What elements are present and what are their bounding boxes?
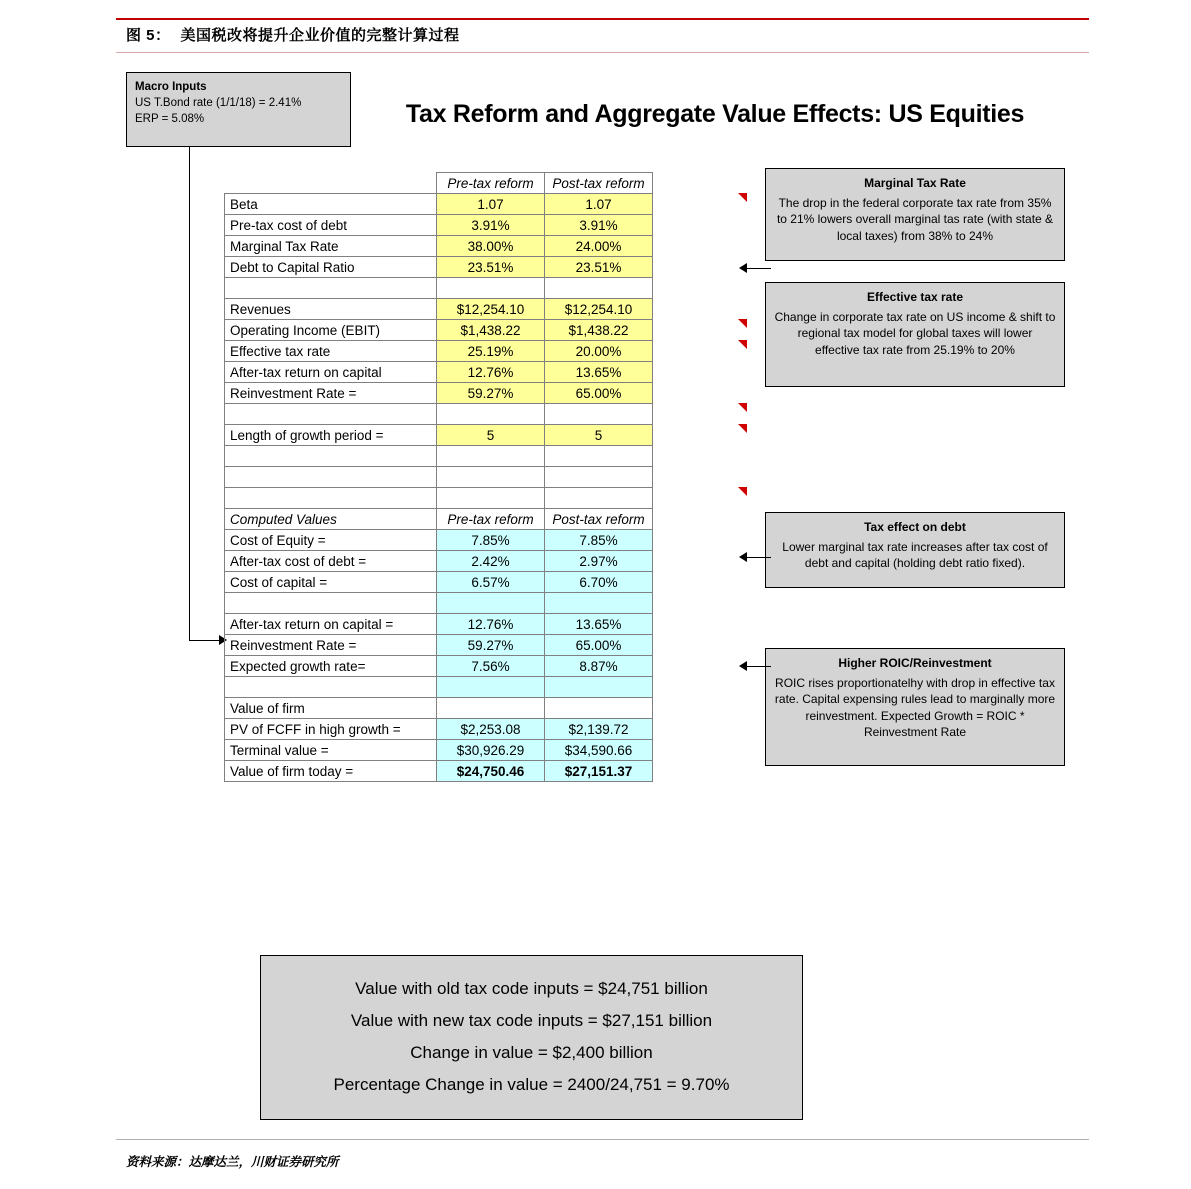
callout-body: The drop in the federal corporate tax rate from 35% to 21% lowers overall marginal tas rate (with state & local taxes) from 38% to 24% [776, 195, 1054, 243]
row-pre-value: 1.07 [437, 194, 545, 215]
row-label: Expected growth rate= [225, 656, 437, 677]
row-post-value: 24.00% [545, 236, 653, 257]
table-row [225, 194, 653, 215]
table-row [225, 425, 653, 446]
row-pre-value: $2,253.08 [437, 719, 545, 740]
comment-flag-icon [738, 487, 747, 496]
row-pre-value: 5 [437, 425, 545, 446]
summary-line-percent-change: Percentage Change in value = 2400/24,751 = 9.70% [333, 1075, 730, 1094]
table-row [225, 257, 653, 278]
table-row [225, 383, 653, 404]
callout-higher-roic-reinvestment [765, 648, 1065, 766]
valuation-table [224, 172, 653, 782]
summary-line-change: Change in value = $2,400 billion [410, 1043, 653, 1062]
row-pre-value: 25.19% [437, 341, 545, 362]
table-row [225, 656, 653, 677]
callout-title: Tax effect on debt [864, 520, 966, 534]
comment-flag-icon [738, 319, 747, 328]
table-spacer-row [225, 593, 653, 614]
callout-title: Higher ROIC/Reinvestment [838, 656, 992, 670]
row-post-value: 65.00% [545, 383, 653, 404]
row-pre-value [437, 446, 545, 467]
row-label [225, 593, 437, 614]
row-pre-value [437, 278, 545, 299]
macro-inputs-heading: Macro Inputs [135, 81, 207, 93]
row-label: Revenues [225, 299, 437, 320]
row-label: PV of FCFF in high growth = [225, 719, 437, 740]
callout-connector-3 [745, 557, 771, 558]
table-row [225, 299, 653, 320]
figure-number: 图 5： [126, 27, 171, 44]
callout-body: Change in corporate tax rate on US income & shift to regional tax model for global taxes will lower effective tax rate from 25.19% to 20% [774, 309, 1056, 357]
row-pre-value: 59.27% [437, 383, 545, 404]
row-post-value [545, 278, 653, 299]
chart-title: Tax Reform and Aggregate Value Effects: US Equities [405, 100, 1025, 128]
row-label [225, 677, 437, 698]
row-post-value [545, 446, 653, 467]
row-label: Operating Income (EBIT) [225, 320, 437, 341]
row-post-value [545, 404, 653, 425]
table-header-row [225, 173, 653, 194]
row-label: Pre-tax cost of debt [225, 215, 437, 236]
macro-input-line-2: ERP = 5.08% [135, 113, 205, 125]
header-blank [225, 173, 437, 194]
callout-effective-tax-rate [765, 282, 1065, 387]
row-label [225, 488, 437, 509]
row-post-value: 7.85% [545, 530, 653, 551]
page-watermark-text [116, 0, 1116, 14]
table-spacer-row [225, 446, 653, 467]
row-label: Cost of Equity = [225, 530, 437, 551]
row-post-value [545, 467, 653, 488]
row-pre-value: 59.27% [437, 635, 545, 656]
row-pre-value: 7.85% [437, 530, 545, 551]
row-pre-value [437, 488, 545, 509]
row-pre-value [437, 677, 545, 698]
row-post-value: $2,139.72 [545, 719, 653, 740]
callout-title: Effective tax rate [866, 290, 964, 304]
row-post-value: 8.87% [545, 656, 653, 677]
comment-flag-icon [738, 193, 747, 202]
row-post-value: $1,438.22 [545, 320, 653, 341]
row-label: Value of firm [225, 698, 437, 719]
row-pre-value: 6.57% [437, 572, 545, 593]
footer-rule [116, 1139, 1089, 1140]
row-label: Beta [225, 194, 437, 215]
row-post-value: 6.70% [545, 572, 653, 593]
table-row [225, 698, 653, 719]
row-pre-value: $30,926.29 [437, 740, 545, 761]
callout-arrowhead-icon-4 [739, 661, 747, 671]
row-post-value: 20.00% [545, 341, 653, 362]
table-row [225, 551, 653, 572]
callout-connector-4 [745, 666, 771, 667]
table-row [225, 236, 653, 257]
table-row [225, 719, 653, 740]
row-label: Reinvestment Rate = [225, 635, 437, 656]
source-note: 资料来源：达摩达兰，川财证券研究所 [126, 1155, 339, 1169]
row-pre-value [437, 698, 545, 719]
table-spacer-row [225, 488, 653, 509]
figure-canvas [0, 60, 1191, 1130]
row-label: After-tax return on capital = [225, 614, 437, 635]
row-label: Value of firm today = [225, 761, 437, 782]
row-post-value: 65.00% [545, 635, 653, 656]
row-post-value [545, 593, 653, 614]
callout-title: Marginal Tax Rate [864, 176, 966, 190]
table-row [225, 341, 653, 362]
row-pre-value: $1,438.22 [437, 320, 545, 341]
row-pre-value [437, 467, 545, 488]
row-pre-value: 3.91% [437, 215, 545, 236]
table-spacer-row [225, 467, 653, 488]
row-post-value: 1.07 [545, 194, 653, 215]
row-label [225, 467, 437, 488]
summary-box [260, 955, 803, 1120]
table-row-total [225, 761, 653, 782]
row-pre-value: $24,750.46 [437, 761, 545, 782]
row-label [225, 446, 437, 467]
computed-pre-header: Pre-tax reform [437, 509, 545, 530]
row-pre-value [437, 593, 545, 614]
comment-flag-icon [738, 424, 747, 433]
callout-arrowhead-icon-1 [739, 263, 747, 273]
macro-connector-vertical [189, 147, 190, 640]
callout-body: Lower marginal tax rate increases after tax cost of debt and capital (holding debt ratio fixed). [782, 539, 1048, 570]
computed-values-label: Computed Values [225, 509, 437, 530]
row-label: Terminal value = [225, 740, 437, 761]
table-spacer-row [225, 278, 653, 299]
callout-connector-1 [745, 268, 771, 269]
table-row [225, 320, 653, 341]
figure-rule-top [116, 18, 1089, 20]
row-label: Cost of capital = [225, 572, 437, 593]
table-row [225, 530, 653, 551]
macro-input-line-1: US T.Bond rate (1/1/18) = 2.41% [135, 97, 302, 109]
table-row [225, 740, 653, 761]
callout-tax-effect-on-debt [765, 512, 1065, 588]
table-row [225, 572, 653, 593]
row-pre-value: 2.42% [437, 551, 545, 572]
row-label: After-tax return on capital [225, 362, 437, 383]
table-row [225, 362, 653, 383]
row-label [225, 278, 437, 299]
callout-marginal-tax-rate [765, 168, 1065, 261]
row-post-value: 5 [545, 425, 653, 446]
row-post-value: 13.65% [545, 362, 653, 383]
row-label: After-tax cost of debt = [225, 551, 437, 572]
row-post-value: 3.91% [545, 215, 653, 236]
callout-body: ROIC rises proportionatelhy with drop in effective tax rate. Capital expensing rules lead to marginally more reinvestment. Expected Growth = ROIC * Reinvestment Rate [774, 675, 1056, 739]
computed-values-header-row [225, 509, 653, 530]
table-row [225, 215, 653, 236]
row-label: Marginal Tax Rate [225, 236, 437, 257]
row-post-value: $12,254.10 [545, 299, 653, 320]
macro-inputs-box [126, 72, 351, 147]
figure-rule-bottom [116, 52, 1089, 53]
row-pre-value: 38.00% [437, 236, 545, 257]
comment-flag-icon [738, 340, 747, 349]
row-post-value [545, 488, 653, 509]
summary-line-new-value: Value with new tax code inputs = $27,151 billion [350, 1011, 713, 1030]
table-spacer-row [225, 677, 653, 698]
row-label: Debt to Capital Ratio [225, 257, 437, 278]
row-post-value [545, 677, 653, 698]
table-spacer-row [225, 404, 653, 425]
header-post-tax: Post-tax reform [545, 173, 653, 194]
header-pre-tax: Pre-tax reform [437, 173, 545, 194]
row-pre-value [437, 404, 545, 425]
row-label: Effective tax rate [225, 341, 437, 362]
summary-line-old-value: Value with old tax code inputs = $24,751 billion [355, 979, 708, 998]
table-row [225, 635, 653, 656]
table-row [225, 614, 653, 635]
row-post-value: $27,151.37 [545, 761, 653, 782]
row-label [225, 404, 437, 425]
row-post-value: 23.51% [545, 257, 653, 278]
callout-arrowhead-icon-3 [739, 552, 747, 562]
row-label: Reinvestment Rate = [225, 383, 437, 404]
figure-title-text: 美国税改将提升企业价值的完整计算过程 [180, 27, 460, 44]
row-post-value: 13.65% [545, 614, 653, 635]
row-pre-value: $12,254.10 [437, 299, 545, 320]
row-pre-value: 23.51% [437, 257, 545, 278]
row-post-value: $34,590.66 [545, 740, 653, 761]
row-pre-value: 12.76% [437, 362, 545, 383]
row-post-value [545, 698, 653, 719]
row-post-value: 2.97% [545, 551, 653, 572]
comment-flag-icon [738, 403, 747, 412]
row-pre-value: 7.56% [437, 656, 545, 677]
computed-post-header: Post-tax reform [545, 509, 653, 530]
row-pre-value: 12.76% [437, 614, 545, 635]
row-label: Length of growth period = [225, 425, 437, 446]
page-title [126, 24, 460, 45]
